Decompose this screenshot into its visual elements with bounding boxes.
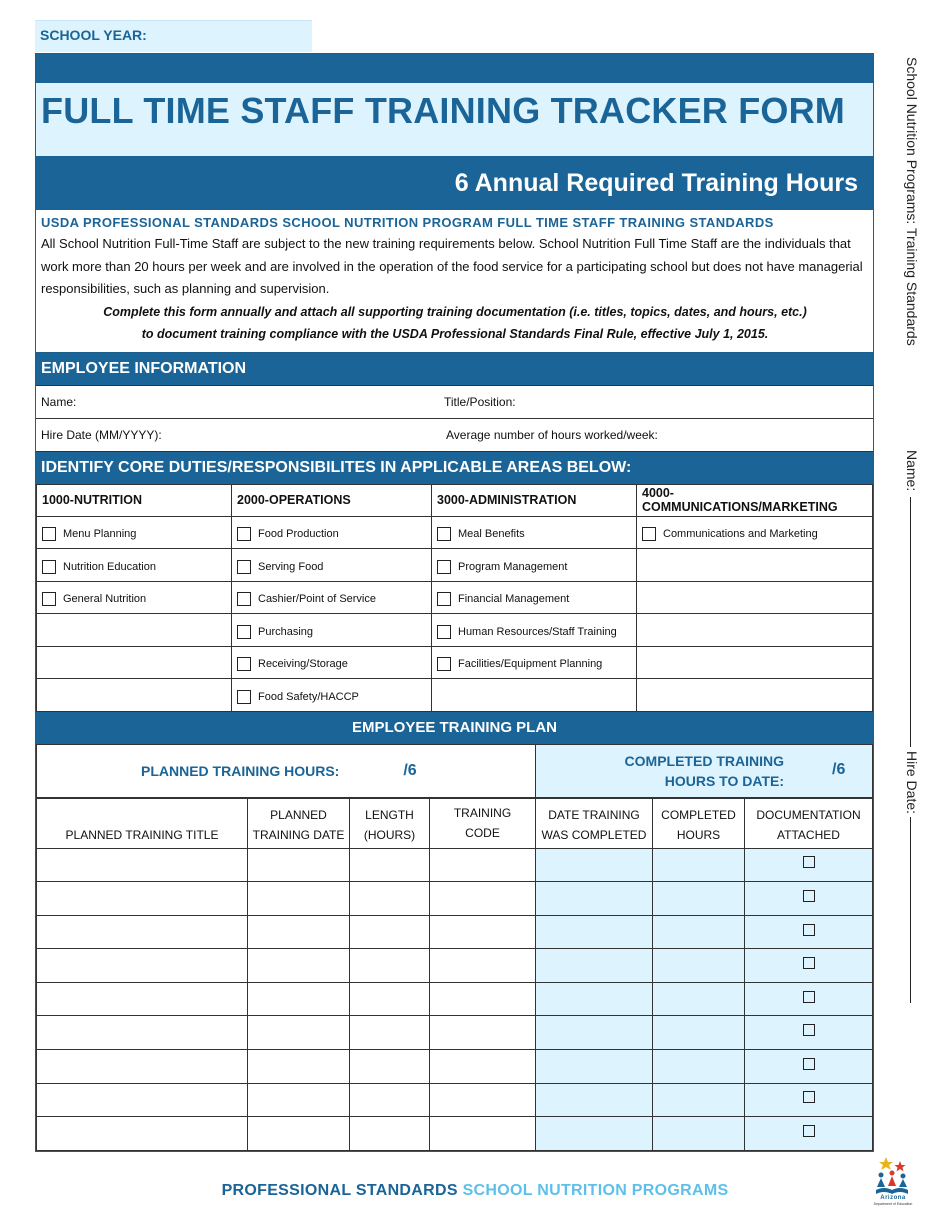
completed-hours-cell[interactable]	[653, 982, 745, 1016]
documentation-cell[interactable]	[745, 882, 873, 916]
checkbox[interactable]	[437, 625, 451, 639]
documentation-checkbox[interactable]	[803, 890, 815, 902]
training-code-cell[interactable]	[430, 915, 536, 949]
training-code-cell[interactable]	[430, 982, 536, 1016]
checkbox[interactable]	[237, 560, 251, 574]
training-code-cell[interactable]	[430, 1016, 536, 1050]
documentation-cell[interactable]	[745, 1117, 873, 1151]
training-row	[37, 982, 873, 1016]
duty-food-safety[interactable]	[237, 690, 426, 704]
side-margin	[904, 57, 924, 1207]
col-completed-hours: COMPLETED HOURS	[653, 798, 745, 848]
completed-hours-cell[interactable]	[653, 1050, 745, 1084]
program-side-label: School Nutrition Programs: Training Standards	[904, 57, 920, 346]
completed-hours-value: /6	[832, 760, 846, 778]
documentation-cell[interactable]	[745, 915, 873, 949]
top-banner	[36, 54, 873, 83]
form-title: FULL TIME STAFF TRAINING TRACKER FORM	[36, 83, 873, 156]
intro-note-line-2: to document training compliance with the USDA Professional Standards Final Rule, effective July 1, 2015.	[141, 327, 769, 341]
training-row	[37, 882, 873, 916]
required-hours-banner: 6 Annual Required Training Hours	[36, 156, 873, 210]
planned-title-cell[interactable]	[37, 882, 248, 916]
completed-hours-cell[interactable]	[653, 882, 745, 916]
checkbox[interactable]	[42, 560, 56, 574]
duty-communications-marketing[interactable]	[642, 527, 867, 541]
length-cell[interactable]	[350, 1050, 430, 1084]
duties-heading: IDENTIFY CORE DUTIES/RESPONSIBILITES IN APPLICABLE AREAS BELOW:	[36, 452, 873, 484]
completed-hours-cell[interactable]	[653, 915, 745, 949]
date-completed-cell[interactable]	[536, 1117, 653, 1151]
duty-label: Food Production	[258, 528, 339, 541]
duty-menu-planning[interactable]	[42, 527, 226, 541]
date-completed-cell[interactable]	[536, 982, 653, 1016]
documentation-checkbox[interactable]	[803, 856, 815, 868]
planned-title-cell[interactable]	[37, 1016, 248, 1050]
documentation-cell[interactable]	[745, 982, 873, 1016]
empty-cell	[637, 614, 873, 647]
col-length-hours: LENGTH (HOURS)	[350, 798, 430, 848]
duty-label: Food Safety/HACCP	[258, 690, 359, 703]
duty-label: Nutrition Education	[63, 560, 156, 573]
planned-date-cell[interactable]	[248, 915, 350, 949]
completed-hours-cell[interactable]	[653, 1083, 745, 1117]
side-hire-date-line[interactable]	[910, 817, 911, 1003]
completed-hours-cell[interactable]	[653, 1117, 745, 1151]
title-position-field[interactable]	[439, 385, 873, 418]
intro-note-line-1: Complete this form annually and attach all supporting training documentation (i.e. titles, topics, dates, and hours, etc.)	[103, 304, 807, 319]
duty-facilities-equipment[interactable]	[437, 657, 631, 671]
duty-receiving-storage[interactable]	[237, 657, 426, 671]
duty-cashier-pos[interactable]	[237, 592, 426, 606]
checkbox[interactable]	[437, 592, 451, 606]
checkbox[interactable]	[42, 527, 56, 541]
training-code-cell[interactable]	[430, 1050, 536, 1084]
avg-hours-field[interactable]	[439, 418, 873, 451]
training-hours-summary	[36, 744, 873, 798]
duty-label: Purchasing	[258, 625, 314, 638]
date-completed-cell[interactable]	[536, 915, 653, 949]
footer	[0, 1182, 950, 1200]
training-row	[37, 1016, 873, 1050]
school-year-label: SCHOOL YEAR:	[40, 27, 147, 43]
checkbox[interactable]	[237, 690, 251, 704]
hire-date-field[interactable]	[36, 418, 439, 451]
planned-date-cell[interactable]	[248, 1016, 350, 1050]
documentation-checkbox[interactable]	[803, 1091, 815, 1103]
training-code-cell[interactable]	[430, 848, 536, 882]
planned-hours-label: PLANNED TRAINING HOURS:	[141, 762, 340, 779]
title-position-label: Title/Position:	[444, 394, 516, 409]
length-cell[interactable]	[350, 1083, 430, 1117]
planned-title-cell[interactable]	[37, 1083, 248, 1117]
training-code-cell[interactable]	[430, 949, 536, 983]
planned-date-cell[interactable]	[248, 949, 350, 983]
empty-cell	[637, 646, 873, 679]
planned-date-cell[interactable]	[248, 882, 350, 916]
date-completed-cell[interactable]	[536, 949, 653, 983]
duty-label: Meal Benefits	[458, 528, 525, 541]
checkbox[interactable]	[437, 657, 451, 671]
empty-cell	[37, 679, 232, 712]
employee-info-table	[36, 385, 873, 452]
duty-human-resources[interactable]	[437, 625, 631, 639]
completed-hours-cell[interactable]	[653, 1016, 745, 1050]
checkbox[interactable]	[437, 527, 451, 541]
duty-financial-management[interactable]	[437, 592, 631, 606]
date-completed-cell[interactable]	[536, 848, 653, 882]
planned-title-cell[interactable]	[37, 1117, 248, 1151]
checkbox[interactable]	[237, 592, 251, 606]
checkbox[interactable]	[237, 657, 251, 671]
documentation-checkbox[interactable]	[803, 1024, 815, 1036]
col-planned-date: PLANNED TRAINING DATE	[248, 798, 350, 848]
intro-section	[36, 210, 873, 353]
training-row	[37, 915, 873, 949]
documentation-cell[interactable]	[745, 1083, 873, 1117]
side-name-label: Name:	[904, 450, 920, 492]
duty-label: Serving Food	[258, 560, 324, 573]
duty-general-nutrition[interactable]	[42, 592, 226, 606]
empty-cell	[432, 679, 637, 712]
duty-label: General Nutrition	[63, 593, 147, 606]
training-plan-heading: EMPLOYEE TRAINING PLAN	[36, 712, 873, 744]
training-row	[37, 1083, 873, 1117]
length-cell[interactable]	[350, 915, 430, 949]
documentation-checkbox[interactable]	[803, 1058, 815, 1070]
duty-label: Receiving/Storage	[258, 658, 348, 671]
school-year-field[interactable]	[35, 20, 312, 52]
checkbox[interactable]	[237, 527, 251, 541]
date-completed-cell[interactable]	[536, 1050, 653, 1084]
documentation-cell[interactable]	[745, 848, 873, 882]
training-code-cell[interactable]	[430, 1083, 536, 1117]
empty-cell	[37, 646, 232, 679]
completed-hours-cell[interactable]	[653, 949, 745, 983]
length-cell[interactable]	[350, 882, 430, 916]
duty-label: Menu Planning	[63, 528, 137, 541]
documentation-cell[interactable]	[745, 949, 873, 983]
duty-label: Facilities/Equipment Planning	[458, 658, 603, 671]
checkbox[interactable]	[642, 527, 656, 541]
duty-label: Human Resources/Staff Training	[458, 625, 617, 638]
completed-hours-field[interactable]	[536, 744, 873, 797]
planned-date-cell[interactable]	[248, 1117, 350, 1151]
planned-title-cell[interactable]	[37, 848, 248, 882]
date-completed-cell[interactable]	[536, 1016, 653, 1050]
length-cell[interactable]	[350, 949, 430, 983]
duties-column-communications: 4000-COMMUNICATIONS/MARKETING	[637, 484, 873, 516]
completed-hours-label-line-1: COMPLETED TRAINING	[624, 752, 784, 769]
training-row	[37, 949, 873, 983]
col-documentation-attached: DOCUMENTATION ATTACHED	[745, 798, 873, 848]
date-completed-cell[interactable]	[536, 1083, 653, 1117]
duty-serving-food[interactable]	[237, 560, 426, 574]
completed-hours-label-line-2: HOURS TO DATE:	[664, 772, 784, 789]
length-cell[interactable]	[350, 1016, 430, 1050]
side-hire-date-label: Hire Date:	[904, 751, 920, 815]
documentation-checkbox[interactable]	[803, 991, 815, 1003]
planned-title-cell[interactable]	[37, 1050, 248, 1084]
name-field[interactable]	[36, 385, 439, 418]
training-tracker-form	[35, 53, 874, 1152]
checkbox[interactable]	[437, 560, 451, 574]
length-cell[interactable]	[350, 1117, 430, 1151]
duty-label: Cashier/Point of Service	[258, 593, 376, 606]
documentation-checkbox[interactable]	[803, 1125, 815, 1137]
documentation-checkbox[interactable]	[803, 957, 815, 969]
logo-text-arizona: Arizona	[880, 1195, 906, 1201]
footer-school-nutrition-programs: SCHOOL NUTRITION PROGRAMS	[462, 1182, 729, 1199]
intro-heading: USDA PROFESSIONAL STANDARDS SCHOOL NUTRITION PROGRAM FULL TIME STAFF TRAINING STANDARDS	[41, 215, 774, 230]
side-name-line[interactable]	[910, 497, 911, 747]
training-plan-table	[36, 798, 873, 1151]
arizona-department-of-education-logo	[872, 1155, 912, 1211]
duty-label: Program Management	[458, 560, 568, 573]
training-row	[37, 1050, 873, 1084]
duty-food-production[interactable]	[237, 527, 426, 541]
empty-cell	[637, 679, 873, 712]
planned-title-cell[interactable]	[37, 982, 248, 1016]
duties-column-nutrition: 1000-NUTRITION	[37, 484, 232, 516]
planned-date-cell[interactable]	[248, 1083, 350, 1117]
documentation-cell[interactable]	[745, 1050, 873, 1084]
documentation-checkbox[interactable]	[803, 924, 815, 936]
training-row	[37, 1117, 873, 1151]
planned-hours-field[interactable]	[37, 744, 536, 797]
checkbox[interactable]	[237, 625, 251, 639]
empty-cell	[637, 549, 873, 582]
training-code-cell[interactable]	[430, 882, 536, 916]
duties-column-operations: 2000-OPERATIONS	[232, 484, 432, 516]
name-label: Name:	[41, 394, 77, 409]
col-date-completed: DATE TRAINING WAS COMPLETED	[536, 798, 653, 848]
duties-table	[36, 484, 873, 712]
intro-body: All School Nutrition Full-Time Staff are subject to the new training requirements below. School Nutrition Full Time Staff are the individuals that work more than 20 hours per week and are involved in the operation of the food service for a participating school but does not have managerial responsibilities, such as planning and supervision.	[41, 236, 863, 296]
training-row	[37, 848, 873, 882]
planned-date-cell[interactable]	[248, 1050, 350, 1084]
hire-date-label: Hire Date (MM/YYYY):	[41, 427, 162, 442]
duty-label: Financial Management	[458, 593, 570, 606]
planned-title-cell[interactable]	[37, 949, 248, 983]
col-training-code: TRAINING CODE	[430, 798, 536, 848]
avg-hours-label: Average number of hours worked/week:	[446, 427, 658, 442]
duty-meal-benefits[interactable]	[437, 527, 631, 541]
training-code-cell[interactable]	[430, 1117, 536, 1151]
employee-info-heading: EMPLOYEE INFORMATION	[36, 353, 873, 385]
duty-program-management[interactable]	[437, 560, 631, 574]
planned-hours-value: /6	[403, 761, 417, 779]
checkbox[interactable]	[42, 592, 56, 606]
duty-purchasing[interactable]	[237, 625, 426, 639]
planned-date-cell[interactable]	[248, 982, 350, 1016]
completed-hours-cell[interactable]	[653, 848, 745, 882]
col-planned-title: PLANNED TRAINING TITLE	[37, 798, 248, 848]
duty-nutrition-education[interactable]	[42, 560, 226, 574]
training-plan-rows	[37, 848, 873, 1150]
empty-cell	[637, 581, 873, 614]
duties-column-administration: 3000-ADMINISTRATION	[432, 484, 637, 516]
date-completed-cell[interactable]	[536, 882, 653, 916]
length-cell[interactable]	[350, 848, 430, 882]
empty-cell	[37, 614, 232, 647]
documentation-cell[interactable]	[745, 1016, 873, 1050]
length-cell[interactable]	[350, 982, 430, 1016]
duty-label: Communications and Marketing	[663, 528, 818, 541]
logo-text-department: Department of Education	[873, 1202, 913, 1206]
planned-title-cell[interactable]	[37, 915, 248, 949]
footer-professional-standards: PROFESSIONAL STANDARDS	[221, 1182, 458, 1199]
planned-date-cell[interactable]	[248, 848, 350, 882]
